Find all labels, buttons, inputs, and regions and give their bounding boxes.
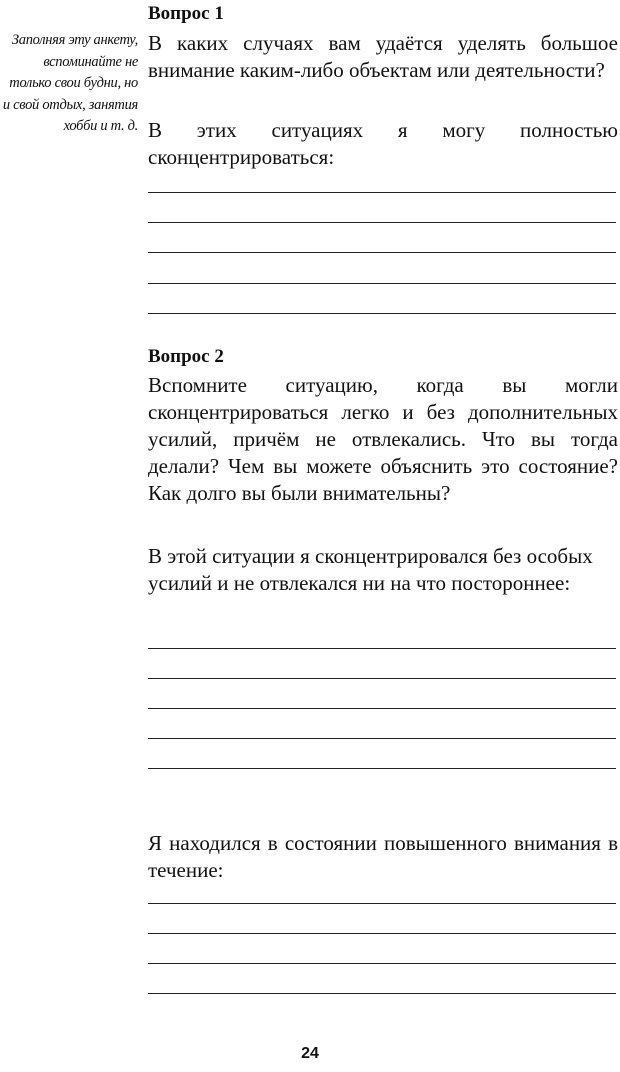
answer-line: [148, 738, 616, 739]
question-1-answer-lead: В этих ситуациях я могу полностью сконцентрироваться:: [148, 118, 618, 169]
answer-line: [148, 678, 616, 679]
answer-line: [148, 222, 616, 223]
answer-line: [148, 933, 616, 934]
question-2-title: Вопрос 2: [148, 346, 224, 367]
question-2-answer-lead: В этой ситуации я сконцентрировался без особых усилий и не отвлекался ни на что постороннее:: [148, 544, 593, 595]
question-2-prompt: Вспомните ситуацию, когда вы могли сконцентрироваться легко и без дополнительных усилий, причём не отвлекались. Что вы тогда делали? Чем вы можете объяснить это состояние? Как долго вы были внимательны?: [148, 373, 618, 505]
question-2-duration-lead: Я находился в состоянии повышенного внимания в течение:: [148, 831, 618, 882]
answer-line: [148, 283, 616, 284]
answer-line: [148, 192, 616, 193]
answer-line: [148, 993, 616, 994]
page-number: 24: [301, 1045, 319, 1062]
answer-line: [148, 708, 616, 709]
answer-line: [148, 903, 616, 904]
answer-line: [148, 313, 616, 314]
question-1-prompt: В каких случаях вам удаётся уделять большое внимание каким-либо объектам или деятельности?: [148, 31, 618, 82]
answer-line: [148, 648, 616, 649]
margin-note: Заполняя эту анкету, вспоминайте не только свои будни, но и свой отдых, занятия хобби и т. д.: [2, 32, 138, 134]
question-1-title: Вопрос 1: [148, 3, 224, 24]
answer-line: [148, 252, 616, 253]
answer-line: [148, 963, 616, 964]
answer-line: [148, 768, 616, 769]
